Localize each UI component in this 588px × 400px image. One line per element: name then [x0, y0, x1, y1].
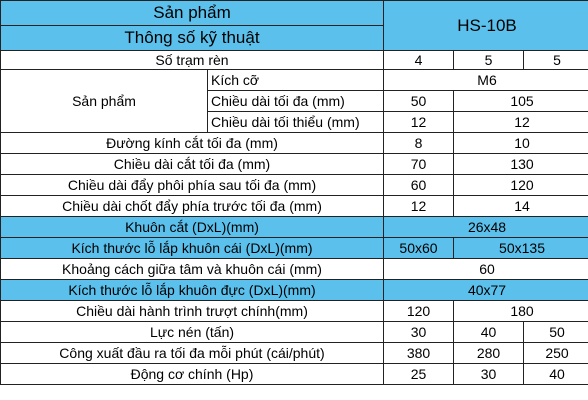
cell-value: 12 [384, 112, 454, 133]
table-row [1, 364, 588, 385]
table-row [1, 259, 588, 280]
row-label: Chiều dài cắt tối đa (mm) [1, 154, 384, 175]
table-row [1, 51, 588, 70]
header-model: HS-10B [384, 1, 588, 51]
cell-value: 60 [384, 175, 454, 196]
row-label: Kích cỡ [208, 70, 384, 91]
row-label: Đường kính cắt tối đa (mm) [1, 133, 384, 154]
cell-value: 10 [454, 133, 588, 154]
row-label: Chiều dài đẩy phôi phía sau tối đa (mm) [1, 175, 384, 196]
cell-value: 70 [384, 154, 454, 175]
cell-value: 105 [454, 91, 588, 112]
cell-value: 26x48 [384, 217, 588, 238]
table-row [1, 70, 588, 91]
row-label: Công xuất đầu ra tối đa mỗi phút (cái/phút) [1, 343, 384, 364]
cell-value: 50x135 [454, 238, 588, 259]
cell-value: 60 [384, 259, 588, 280]
cell-value: 50 [524, 322, 588, 343]
cell-value: 180 [454, 301, 588, 322]
table-row [1, 322, 588, 343]
cell-value: 30 [454, 364, 524, 385]
table-row [1, 280, 588, 301]
row-label: Động cơ chính (Hp) [1, 364, 384, 385]
row-label: Chiều dài tối thiểu (mm) [208, 112, 384, 133]
cell-value: 12 [384, 196, 454, 217]
row-label: Chiều dài tối đa (mm) [208, 91, 384, 112]
row-label: Kích thước lỗ lắp khuôn đực (DxL)(mm) [1, 280, 384, 301]
cell-value: 50 [384, 91, 454, 112]
table-row [1, 154, 588, 175]
header-specs: Thông số kỹ thuật [1, 26, 384, 51]
product-group-label: Sản phẩm [1, 70, 208, 133]
header-product: Sản phẩm [1, 1, 384, 26]
cell-value: 40x77 [384, 280, 588, 301]
row-label: Số trạm rèn [1, 51, 384, 70]
table-row [1, 301, 588, 322]
row-label: Khoảng cách giữa tâm và khuôn cái (mm) [1, 259, 384, 280]
table-row [1, 217, 588, 238]
row-label: Chiều dài chốt đẩy phía trước tối đa (mm) [1, 196, 384, 217]
row-label: Lực nén (tấn) [1, 322, 384, 343]
cell-value: 30 [384, 322, 454, 343]
cell-value: 50x60 [384, 238, 454, 259]
cell-value: 8 [384, 133, 454, 154]
cell-value: 380 [384, 343, 454, 364]
table-row [1, 196, 588, 217]
row-label: Khuôn cắt (DxL)(mm) [1, 217, 384, 238]
cell-value: 25 [384, 364, 454, 385]
cell-value: 280 [454, 343, 524, 364]
row-label: Chiều dài hành trình trượt chính(mm) [1, 301, 384, 322]
cell-value: 40 [454, 322, 524, 343]
cell-value: 14 [454, 196, 588, 217]
cell-value: 40 [524, 364, 588, 385]
cell-value: 250 [524, 343, 588, 364]
cell-value: 120 [454, 175, 588, 196]
table-row [1, 133, 588, 154]
table-row [1, 175, 588, 196]
cell-value: 130 [454, 154, 588, 175]
row-label: Kích thước lỗ lắp khuôn cái (DxL)(mm) [1, 238, 384, 259]
cell-value: 12 [454, 112, 588, 133]
cell-value: 120 [384, 301, 454, 322]
cell-value: 5 [524, 51, 588, 70]
table-row [1, 238, 588, 259]
cell-value: 5 [454, 51, 524, 70]
table-row [1, 343, 588, 364]
cell-value: M6 [384, 70, 588, 91]
cell-value: 4 [384, 51, 454, 70]
